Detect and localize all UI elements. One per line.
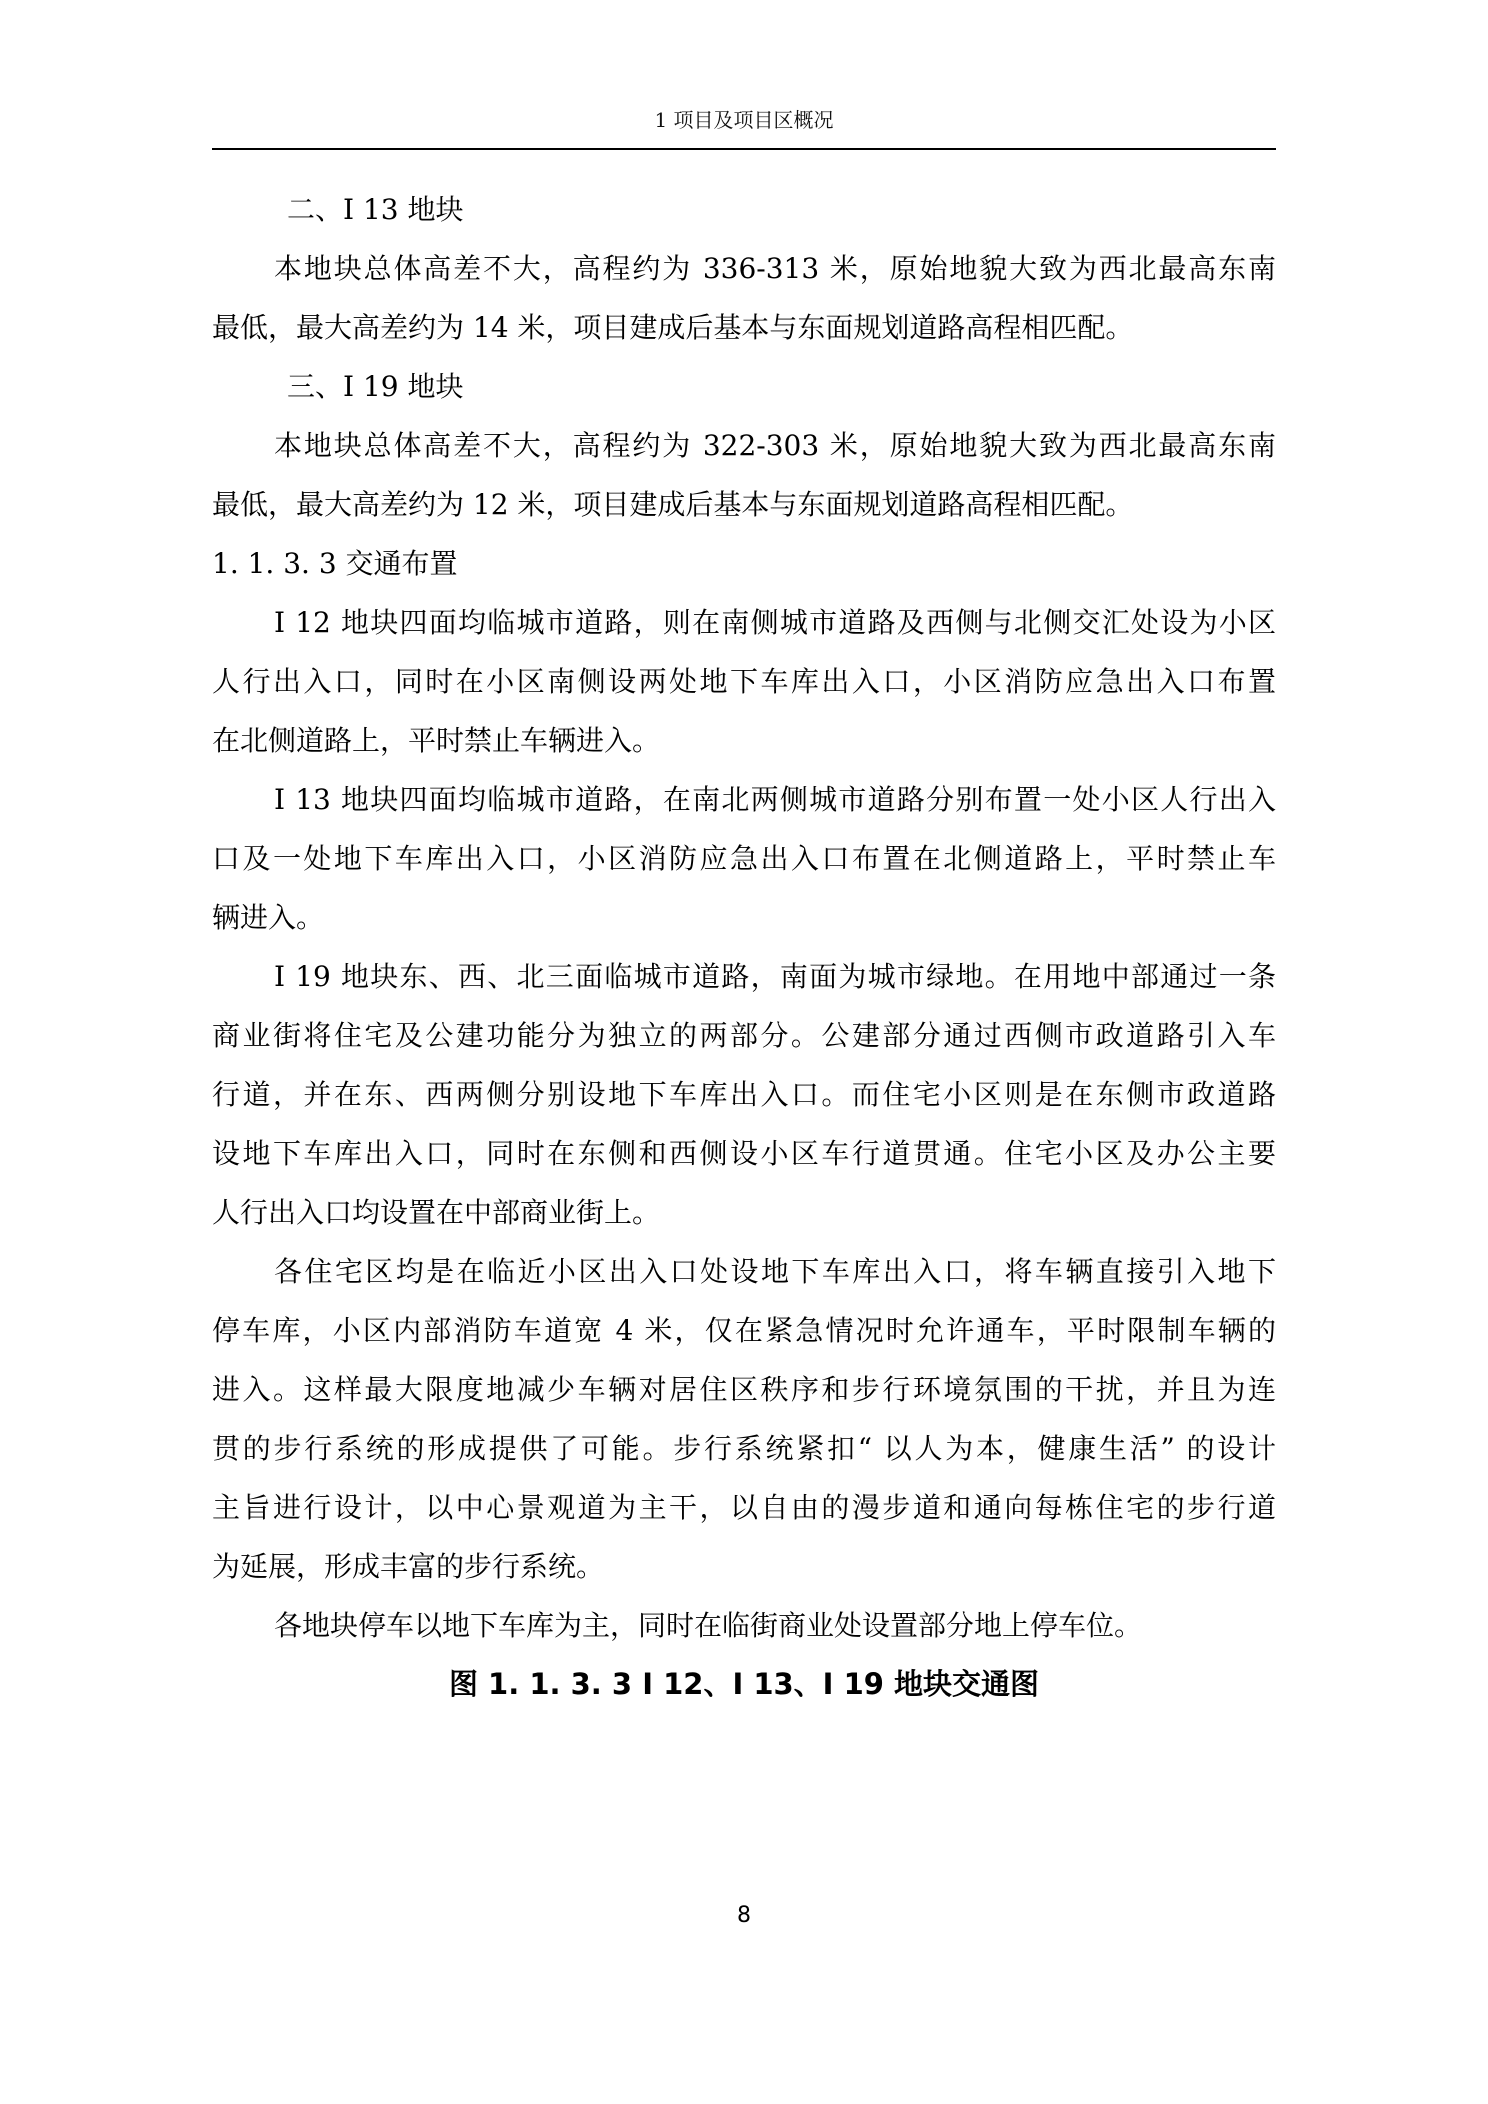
section-heading: 1. 1. 3. 3 交通布置 [212, 547, 458, 580]
paragraph-line: 各住宅区均是在临近小区出入口处设地下车库出入口，将车辆直接引入地下 [274, 1255, 1276, 1288]
page-number: 8 [737, 1903, 751, 1928]
paragraph-line: 行道，并在东、西两侧分别设地下车库出入口。而住宅小区则是在东侧市政道路 [212, 1078, 1276, 1111]
paragraph-line: 各地块停车以地下车库为主，同时在临街商业处设置部分地上停车位。 [274, 1609, 1143, 1642]
paragraph-line: I 19 地块东、西、北三面临城市道路，南面为城市绿地。在用地中部通过一条 [274, 960, 1276, 993]
page-header [212, 100, 1276, 150]
paragraph-i13-line: 最低，最大高差约为 14 米，项目建成后基本与东面规划道路高程相匹配。 [212, 311, 1134, 344]
subheading-i13: 二、I 13 地块 [287, 193, 464, 226]
paragraph-line: 设地下车库出入口，同时在东侧和西侧设小区车行道贯通。住宅小区及办公主要 [212, 1137, 1276, 1170]
paragraph-line: 主旨进行设计，以中心景观道为主干，以自由的漫步道和通向每栋住宅的步行道 [212, 1491, 1276, 1524]
paragraph-line: 停车库，小区内部消防车道宽 4 米，仅在紧急情况时允许通车，平时限制车辆的 [212, 1314, 1276, 1347]
paragraph-line: 口及一处地下车库出入口，小区消防应急出入口布置在北侧道路上，平时禁止车 [212, 842, 1276, 875]
paragraph-line: I 13 地块四面均临城市道路，在南北两侧城市道路分别布置一处小区人行出入 [274, 783, 1276, 816]
paragraph-i19-line: 本地块总体高差不大，高程约为 322-303 米，原始地貌大致为西北最高东南 [274, 429, 1276, 462]
subheading-i19: 三、I 19 地块 [287, 370, 464, 403]
paragraph-line: 人行出入口均设置在中部商业街上。 [212, 1196, 661, 1229]
paragraph-line: 在北侧道路上，平时禁止车辆进入。 [212, 724, 661, 757]
paragraph-i19-line: 最低，最大高差约为 12 米，项目建成后基本与东面规划道路高程相匹配。 [212, 488, 1134, 521]
paragraph-line: 人行出入口，同时在小区南侧设两处地下车库出入口，小区消防应急出入口布置 [212, 665, 1276, 698]
paragraph-line: 进入。这样最大限度地减少车辆对居住区秩序和步行环境氛围的干扰，并且为连 [212, 1373, 1276, 1406]
figure-caption: 图 1. 1. 3. 3 I 12、I 13、I 19 地块交通图 [448, 1667, 1040, 1701]
chapter-title: 1 项目及项目区概况 [654, 108, 834, 132]
paragraph-line: 贯的步行系统的形成提供了可能。步行系统紧扣“ 以人为本，健康生活” 的设计 [212, 1432, 1276, 1465]
paragraph-i13-line: 本地块总体高差不大，高程约为 336-313 米，原始地貌大致为西北最高东南 [274, 252, 1276, 285]
paragraph-line: 商业街将住宅及公建功能分为独立的两部分。公建部分通过西侧市政道路引入车 [212, 1019, 1276, 1052]
paragraph-line: I 12 地块四面均临城市道路，则在南侧城市道路及西侧与北侧交汇处设为小区 [274, 606, 1276, 639]
paragraph-line: 为延展，形成丰富的步行系统。 [212, 1550, 605, 1583]
document-body [212, 180, 1276, 1714]
paragraph-line: 辆进入。 [212, 901, 325, 934]
